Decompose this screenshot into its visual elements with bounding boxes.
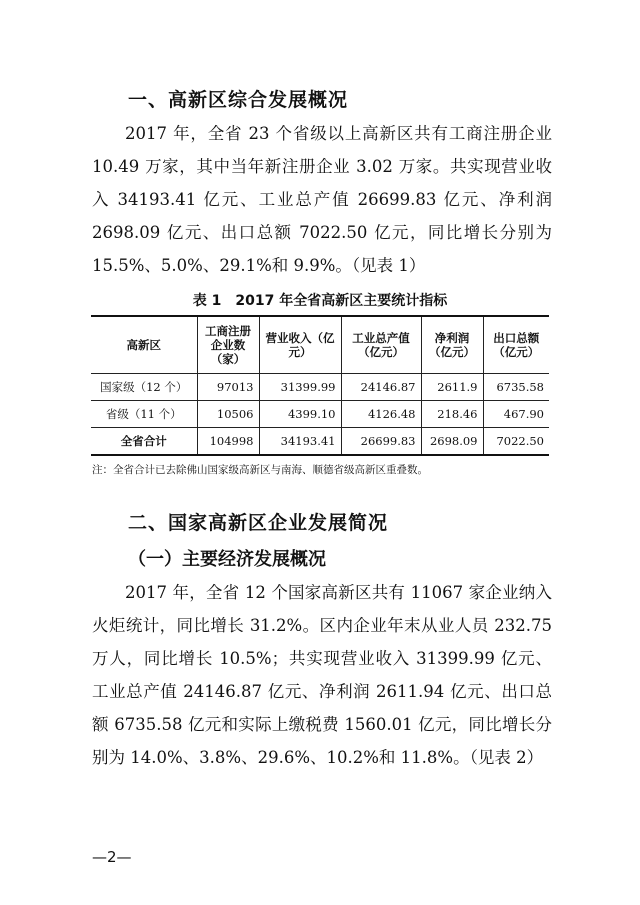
col-header-revenue: 营业收入（亿元） — [259, 316, 341, 374]
cell-export: 6735.58 — [483, 374, 549, 401]
row-name: 全省合计 — [91, 428, 197, 456]
cell-profit: 2611.9 — [421, 374, 483, 401]
row-name: 省级（11 个） — [91, 401, 197, 428]
col-header-export: 出口总额（亿元） — [483, 316, 549, 374]
col-header-zone: 高新区 — [91, 316, 197, 374]
table1-header-row — [91, 316, 549, 374]
table1-note: 注：全省合计已去除佛山国家级高新区与南海、顺德省级高新区重叠数。 — [92, 464, 428, 476]
cell-enterprises: 104998 — [197, 428, 259, 456]
cell-profit: 2698.09 — [421, 428, 483, 456]
table-row — [91, 374, 549, 401]
cell-output: 4126.48 — [341, 401, 421, 428]
section2-subheading: （一）主要经济发展概况 — [128, 549, 326, 570]
col-header-enterprises: 工商注册企业数（家） — [197, 316, 259, 374]
cell-output: 24146.87 — [341, 374, 421, 401]
section2-paragraph-block — [92, 576, 552, 774]
section2-paragraph: 2017 年，全省 12 个国家高新区共有 11067 家企业纳入火炬统计，同比增长 31.2%。区内企业年末从业人员 232.75 万人，同比增长 10.5%；共实现营业收入 31399.99 亿元、工业总产值 24146.87 亿元、净利润 2611.94 亿元、出口总额 6735.58 亿元和实际上缴税费 1560.01 亿元，同比增长分别为 14.0%、3.8%、29.6%、10.2%和 11.8%。（见表 2） — [92, 583, 552, 767]
cell-export: 467.90 — [483, 401, 549, 428]
table1-caption: 表 1 2017 年全省高新区主要统计指标 — [192, 293, 448, 309]
cell-enterprises: 97013 — [197, 374, 259, 401]
cell-enterprises: 10506 — [197, 401, 259, 428]
section1-paragraph-block — [92, 117, 552, 282]
table-row — [91, 401, 549, 428]
section2-heading: 二、国家高新区企业发展简况 — [128, 512, 389, 534]
col-header-profit: 净利润（亿元） — [421, 316, 483, 374]
section1-paragraph: 2017 年，全省 23 个省级以上高新区共有工商注册企业 10.49 万家，其中当年新注册企业 3.02 万家。共实现营业收入 34193.41 亿元、工业总产值 26699.83 亿元、净利润 2698.09 亿元、出口总额 7022.50 亿元，同比增长分别为 15.5%、5.0%、29.1%和 9.9%。（见表 1） — [92, 124, 552, 275]
page-number: —2— — [92, 848, 132, 866]
section1-heading: 一、高新区综合发展概况 — [128, 89, 349, 111]
cell-profit: 218.46 — [421, 401, 483, 428]
row-name: 国家级（12 个） — [91, 374, 197, 401]
cell-export: 7022.50 — [483, 428, 549, 456]
cell-revenue: 4399.10 — [259, 401, 341, 428]
cell-revenue: 34193.41 — [259, 428, 341, 456]
cell-revenue: 31399.99 — [259, 374, 341, 401]
table1 — [91, 315, 549, 456]
table-row-total — [91, 428, 549, 456]
cell-output: 26699.83 — [341, 428, 421, 456]
col-header-output: 工业总产值（亿元） — [341, 316, 421, 374]
